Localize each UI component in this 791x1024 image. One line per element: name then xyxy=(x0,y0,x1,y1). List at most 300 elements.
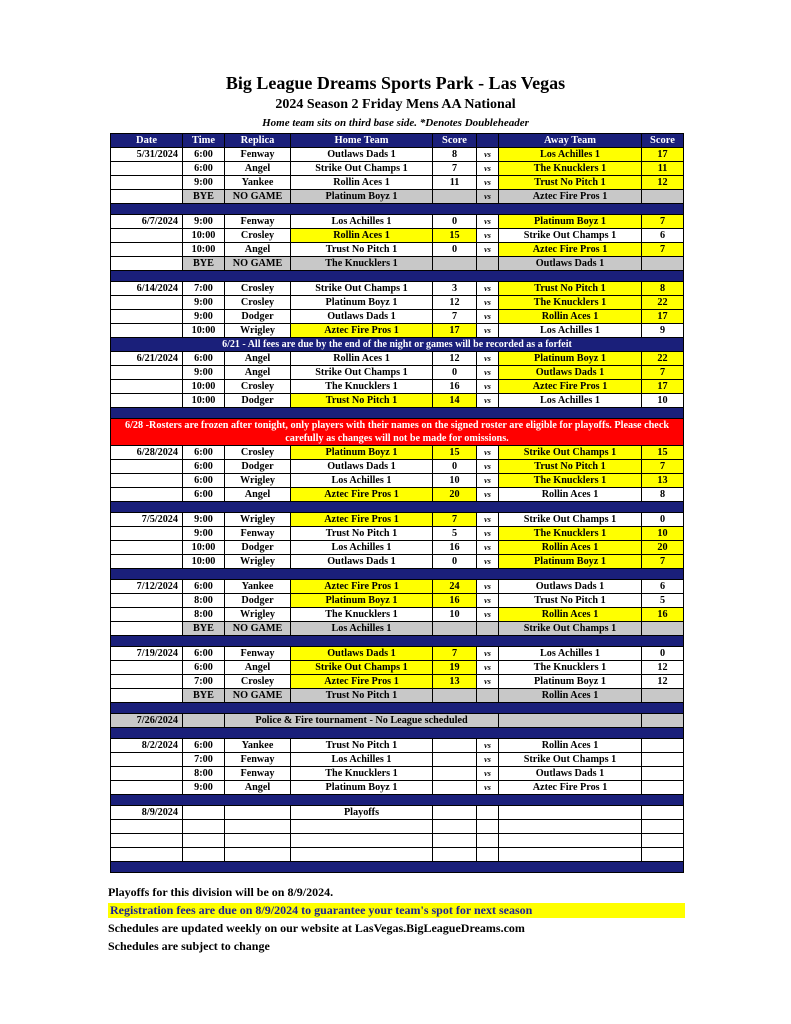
home-score-cell xyxy=(433,781,477,795)
away-score-cell xyxy=(642,848,684,862)
time-cell: 6:00 xyxy=(183,148,225,162)
date-cell: 6/14/2024 xyxy=(111,282,183,296)
week-separator xyxy=(111,569,684,580)
replica-cell: Wrigley xyxy=(225,474,291,488)
date-cell xyxy=(111,474,183,488)
date-cell xyxy=(111,162,183,176)
page-subtitle: 2024 Season 2 Friday Mens AA National xyxy=(275,97,516,112)
date-cell xyxy=(111,366,183,380)
home-score-cell: 14 xyxy=(433,394,477,408)
home-team-cell: Los Achilles 1 xyxy=(291,622,433,636)
replica-cell: Dodger xyxy=(225,541,291,555)
time-cell: 8:00 xyxy=(183,608,225,622)
away-team-cell: Outlaws Dads 1 xyxy=(499,580,642,594)
vs-cell: vs xyxy=(477,555,499,569)
home-score-cell: 17 xyxy=(433,324,477,338)
separator-cell xyxy=(111,408,684,419)
date-cell xyxy=(111,541,183,555)
home-team-cell: Platinum Boyz 1 xyxy=(291,594,433,608)
away-score-cell: 7 xyxy=(642,215,684,229)
game-row xyxy=(111,806,684,820)
home-score-cell: 10 xyxy=(433,474,477,488)
header-home-score: Score xyxy=(433,134,477,148)
away-team-cell xyxy=(499,848,642,862)
vs-cell: vs xyxy=(477,739,499,753)
game-row xyxy=(111,446,684,460)
replica-cell xyxy=(225,848,291,862)
game-row xyxy=(111,820,684,834)
home-team-cell xyxy=(291,820,433,834)
game-row xyxy=(111,380,684,394)
vs-cell: vs xyxy=(477,767,499,781)
away-team-cell: Platinum Boyz 1 xyxy=(499,675,642,689)
time-cell xyxy=(183,820,225,834)
replica-cell: Fenway xyxy=(225,527,291,541)
away-team-cell: Rollin Aces 1 xyxy=(499,739,642,753)
away-score-cell xyxy=(642,257,684,271)
away-score-cell: 7 xyxy=(642,460,684,474)
away-team-cell: Trust No Pitch 1 xyxy=(499,460,642,474)
replica-cell: Fenway xyxy=(225,647,291,661)
game-row xyxy=(111,647,684,661)
vs-cell: vs xyxy=(477,324,499,338)
game-row xyxy=(111,580,684,594)
home-team-cell: Trust No Pitch 1 xyxy=(291,739,433,753)
replica-cell: Crosley xyxy=(225,446,291,460)
away-score-cell xyxy=(642,739,684,753)
date-cell: 6/28/2024 xyxy=(111,446,183,460)
home-score-cell: 7 xyxy=(433,310,477,324)
home-score-cell: 24 xyxy=(433,580,477,594)
home-score-cell xyxy=(433,190,477,204)
week-separator xyxy=(111,502,684,513)
bye-row xyxy=(111,190,684,204)
separator-cell xyxy=(111,271,684,282)
home-score-cell: 0 xyxy=(433,243,477,257)
time-cell: 6:00 xyxy=(183,488,225,502)
date-cell xyxy=(111,848,183,862)
game-row xyxy=(111,848,684,862)
date-cell xyxy=(111,622,183,636)
away-team-cell: Rollin Aces 1 xyxy=(499,310,642,324)
date-cell: 6/21/2024 xyxy=(111,352,183,366)
time-cell: BYE xyxy=(183,257,225,271)
home-score-cell: 10 xyxy=(433,608,477,622)
home-team-cell: Platinum Boyz 1 xyxy=(291,781,433,795)
time-cell: 6:00 xyxy=(183,661,225,675)
replica-cell xyxy=(225,820,291,834)
game-row xyxy=(111,527,684,541)
vs-cell: vs xyxy=(477,594,499,608)
home-team-cell: Trust No Pitch 1 xyxy=(291,689,433,703)
replica-cell: Crosley xyxy=(225,282,291,296)
header-vs xyxy=(477,134,499,148)
away-score-cell: 6 xyxy=(642,229,684,243)
away-team-cell: Outlaws Dads 1 xyxy=(499,767,642,781)
game-row xyxy=(111,215,684,229)
away-score-cell xyxy=(642,753,684,767)
time-cell: 9:00 xyxy=(183,513,225,527)
home-score-cell: 16 xyxy=(433,541,477,555)
away-score-cell: 0 xyxy=(642,513,684,527)
time-cell: 10:00 xyxy=(183,555,225,569)
away-team-cell: The Knucklers 1 xyxy=(499,296,642,310)
home-score-cell: 5 xyxy=(433,527,477,541)
week-separator xyxy=(111,795,684,806)
replica-cell: NO GAME xyxy=(225,622,291,636)
separator-cell xyxy=(111,795,684,806)
playoffs-note: Playoffs for this division will be on 8/9/2024. xyxy=(108,885,334,899)
vs-cell xyxy=(477,820,499,834)
game-row xyxy=(111,488,684,502)
game-row xyxy=(111,460,684,474)
week-separator xyxy=(111,408,684,419)
date-cell xyxy=(111,675,183,689)
away-team-cell: Platinum Boyz 1 xyxy=(499,215,642,229)
tournament-row xyxy=(111,714,684,728)
away-team-cell: The Knucklers 1 xyxy=(499,162,642,176)
away-team-cell: Outlaws Dads 1 xyxy=(499,366,642,380)
home-score-cell xyxy=(433,806,477,820)
home-score-cell: 7 xyxy=(433,513,477,527)
home-team-cell: The Knucklers 1 xyxy=(291,767,433,781)
date-cell xyxy=(111,753,183,767)
home-team-cell: Los Achilles 1 xyxy=(291,474,433,488)
vs-cell: vs xyxy=(477,243,499,257)
vs-cell: vs xyxy=(477,352,499,366)
vs-cell: vs xyxy=(477,148,499,162)
away-score-cell: 15 xyxy=(642,446,684,460)
roster-notice: 6/28 -Rosters are frozen after tonight, only players with their names on the signed roster are eligible for playoffs. Please check carefully as changes will not be made for omissions. xyxy=(111,419,684,446)
away-team-cell: Strike Out Champs 1 xyxy=(499,229,642,243)
bye-row xyxy=(111,622,684,636)
away-team-cell: The Knucklers 1 xyxy=(499,527,642,541)
header-away-score: Score xyxy=(642,134,684,148)
home-score-cell: 7 xyxy=(433,162,477,176)
header-home-team: Home Team xyxy=(291,134,433,148)
away-score-cell: 10 xyxy=(642,394,684,408)
game-row xyxy=(111,608,684,622)
header-replica: Replica xyxy=(225,134,291,148)
away-team-cell: Trust No Pitch 1 xyxy=(499,282,642,296)
away-team-cell: Rollin Aces 1 xyxy=(499,689,642,703)
time-cell: 6:00 xyxy=(183,739,225,753)
away-team-cell: Rollin Aces 1 xyxy=(499,488,642,502)
vs-cell: vs xyxy=(477,446,499,460)
away-score-cell: 20 xyxy=(642,541,684,555)
away-score-cell: 12 xyxy=(642,176,684,190)
vs-cell: vs xyxy=(477,162,499,176)
replica-cell: Wrigley xyxy=(225,513,291,527)
date-cell xyxy=(111,555,183,569)
away-score-cell: 7 xyxy=(642,366,684,380)
vs-cell xyxy=(477,257,499,271)
change-note: Schedules are subject to change xyxy=(108,939,270,953)
home-team-cell: Platinum Boyz 1 xyxy=(291,446,433,460)
away-score-cell: 9 xyxy=(642,324,684,338)
away-team-cell: Los Achilles 1 xyxy=(499,324,642,338)
separator-cell xyxy=(111,204,684,215)
time-cell: 9:00 xyxy=(183,296,225,310)
header-away-team: Away Team xyxy=(499,134,642,148)
away-team-cell: Aztec Fire Pros 1 xyxy=(499,243,642,257)
home-score-cell: 19 xyxy=(433,661,477,675)
home-score-cell: 0 xyxy=(433,215,477,229)
schedule-body xyxy=(111,134,684,873)
away-team-cell: Platinum Boyz 1 xyxy=(499,555,642,569)
replica-cell: Angel xyxy=(225,781,291,795)
time-cell: 10:00 xyxy=(183,541,225,555)
home-team-cell: Aztec Fire Pros 1 xyxy=(291,488,433,502)
home-score-cell xyxy=(433,753,477,767)
away-team-cell: Rollin Aces 1 xyxy=(499,541,642,555)
game-row xyxy=(111,394,684,408)
away-team-cell: Strike Out Champs 1 xyxy=(499,513,642,527)
away-score-cell xyxy=(642,781,684,795)
time-cell: 9:00 xyxy=(183,527,225,541)
header-row xyxy=(111,134,684,148)
away-score-cell xyxy=(642,714,684,728)
date-cell xyxy=(111,767,183,781)
game-row xyxy=(111,282,684,296)
replica-cell: Dodger xyxy=(225,310,291,324)
time-cell: 7:00 xyxy=(183,282,225,296)
date-cell xyxy=(111,527,183,541)
date-cell xyxy=(111,394,183,408)
home-team-cell: Los Achilles 1 xyxy=(291,541,433,555)
home-team-cell: Rollin Aces 1 xyxy=(291,352,433,366)
home-team-note: Home team sits on third base side. *Denotes Doubleheader xyxy=(262,117,529,129)
replica-cell: Angel xyxy=(225,243,291,257)
home-team-cell: Rollin Aces 1 xyxy=(291,176,433,190)
game-row xyxy=(111,834,684,848)
game-row xyxy=(111,324,684,338)
time-cell: 8:00 xyxy=(183,594,225,608)
home-team-cell: Aztec Fire Pros 1 xyxy=(291,580,433,594)
replica-cell xyxy=(225,834,291,848)
home-score-cell xyxy=(433,834,477,848)
away-team-cell: Aztec Fire Pros 1 xyxy=(499,190,642,204)
home-score-cell: 15 xyxy=(433,229,477,243)
away-team-cell: Trust No Pitch 1 xyxy=(499,176,642,190)
game-row xyxy=(111,162,684,176)
time-cell: 8:00 xyxy=(183,767,225,781)
home-team-cell: Aztec Fire Pros 1 xyxy=(291,324,433,338)
time-cell: BYE xyxy=(183,622,225,636)
date-cell: 5/31/2024 xyxy=(111,148,183,162)
date-cell xyxy=(111,229,183,243)
away-score-cell: 11 xyxy=(642,162,684,176)
time-cell: 9:00 xyxy=(183,176,225,190)
date-cell xyxy=(111,190,183,204)
vs-cell: vs xyxy=(477,781,499,795)
replica-cell: Dodger xyxy=(225,594,291,608)
time-cell xyxy=(183,848,225,862)
time-cell: 6:00 xyxy=(183,352,225,366)
away-score-cell: 22 xyxy=(642,296,684,310)
game-row xyxy=(111,767,684,781)
away-score-cell xyxy=(642,190,684,204)
time-cell xyxy=(183,806,225,820)
replica-cell: NO GAME xyxy=(225,689,291,703)
home-score-cell xyxy=(433,257,477,271)
away-team-cell: Los Achilles 1 xyxy=(499,394,642,408)
game-row xyxy=(111,474,684,488)
home-score-cell: 0 xyxy=(433,366,477,380)
home-score-cell xyxy=(433,820,477,834)
date-cell xyxy=(111,689,183,703)
home-score-cell: 15 xyxy=(433,446,477,460)
home-score-cell: 8 xyxy=(433,148,477,162)
roster-notice-row xyxy=(111,419,684,446)
game-row xyxy=(111,555,684,569)
vs-cell xyxy=(477,622,499,636)
home-team-cell: Platinum Boyz 1 xyxy=(291,296,433,310)
vs-cell: vs xyxy=(477,675,499,689)
home-team-cell: Outlaws Dads 1 xyxy=(291,148,433,162)
date-cell xyxy=(111,460,183,474)
time-cell: 7:00 xyxy=(183,675,225,689)
game-row xyxy=(111,176,684,190)
away-team-cell: Strike Out Champs 1 xyxy=(499,622,642,636)
home-score-cell: 12 xyxy=(433,296,477,310)
website-note: Schedules are updated weekly on our website at LasVegas.BigLeagueDreams.com xyxy=(108,921,525,935)
game-row xyxy=(111,541,684,555)
time-cell: 9:00 xyxy=(183,310,225,324)
home-score-cell: 3 xyxy=(433,282,477,296)
separator-cell xyxy=(111,728,684,739)
away-score-cell: 16 xyxy=(642,608,684,622)
game-row xyxy=(111,739,684,753)
away-score-cell xyxy=(642,806,684,820)
date-cell xyxy=(111,324,183,338)
vs-cell: vs xyxy=(477,580,499,594)
away-team-cell: Platinum Boyz 1 xyxy=(499,352,642,366)
vs-cell xyxy=(477,834,499,848)
time-cell: 10:00 xyxy=(183,394,225,408)
home-team-cell: Los Achilles 1 xyxy=(291,753,433,767)
replica-cell: Crosley xyxy=(225,380,291,394)
away-team-cell: Trust No Pitch 1 xyxy=(499,594,642,608)
replica-cell: Yankee xyxy=(225,739,291,753)
time-cell: 10:00 xyxy=(183,324,225,338)
time-cell: 7:00 xyxy=(183,753,225,767)
vs-cell: vs xyxy=(477,474,499,488)
time-cell: 6:00 xyxy=(183,647,225,661)
home-team-cell: Aztec Fire Pros 1 xyxy=(291,675,433,689)
time-cell: 10:00 xyxy=(183,229,225,243)
away-team-cell xyxy=(499,820,642,834)
away-score-cell: 10 xyxy=(642,527,684,541)
away-team-cell: The Knucklers 1 xyxy=(499,661,642,675)
home-score-cell: 16 xyxy=(433,380,477,394)
time-cell: 9:00 xyxy=(183,366,225,380)
home-score-cell: 0 xyxy=(433,460,477,474)
away-score-cell xyxy=(642,622,684,636)
separator-cell xyxy=(111,569,684,580)
time-cell: BYE xyxy=(183,190,225,204)
week-separator xyxy=(111,862,684,873)
home-team-cell: Aztec Fire Pros 1 xyxy=(291,513,433,527)
game-row xyxy=(111,753,684,767)
away-team-cell: Aztec Fire Pros 1 xyxy=(499,781,642,795)
replica-cell: NO GAME xyxy=(225,257,291,271)
home-team-cell: Trust No Pitch 1 xyxy=(291,527,433,541)
vs-cell: vs xyxy=(477,310,499,324)
replica-cell: Crosley xyxy=(225,229,291,243)
replica-cell: Wrigley xyxy=(225,555,291,569)
vs-cell xyxy=(477,689,499,703)
date-cell xyxy=(111,488,183,502)
fee-notice-row xyxy=(111,338,684,352)
game-row xyxy=(111,661,684,675)
date-cell: 7/5/2024 xyxy=(111,513,183,527)
replica-cell: Yankee xyxy=(225,176,291,190)
week-separator xyxy=(111,204,684,215)
home-score-cell xyxy=(433,689,477,703)
time-cell: 9:00 xyxy=(183,215,225,229)
week-separator xyxy=(111,728,684,739)
home-team-cell: Strike Out Champs 1 xyxy=(291,661,433,675)
date-cell xyxy=(111,661,183,675)
fee-notice: 6/21 - All fees are due by the end of the night or games will be recorded as a forfeit xyxy=(111,338,684,352)
vs-cell: vs xyxy=(477,190,499,204)
header-date: Date xyxy=(111,134,183,148)
home-score-cell xyxy=(433,848,477,862)
replica-cell: Crosley xyxy=(225,675,291,689)
vs-cell: vs xyxy=(477,296,499,310)
time-cell: 9:00 xyxy=(183,781,225,795)
time-cell: 6:00 xyxy=(183,580,225,594)
away-score-cell: 13 xyxy=(642,474,684,488)
replica-cell: Fenway xyxy=(225,215,291,229)
replica-cell: Wrigley xyxy=(225,608,291,622)
date-cell xyxy=(111,380,183,394)
registration-note: Registration fees are due on 8/9/2024 to guarantee your team's spot for next season xyxy=(108,903,685,918)
home-score-cell: 12 xyxy=(433,352,477,366)
home-team-cell: Trust No Pitch 1 xyxy=(291,243,433,257)
home-score-cell: 7 xyxy=(433,647,477,661)
away-score-cell: 5 xyxy=(642,594,684,608)
bye-row xyxy=(111,257,684,271)
game-row xyxy=(111,594,684,608)
away-score-cell: 12 xyxy=(642,661,684,675)
date-cell xyxy=(111,608,183,622)
time-cell: 6:00 xyxy=(183,446,225,460)
away-score-cell: 8 xyxy=(642,282,684,296)
replica-cell: Angel xyxy=(225,661,291,675)
replica-cell: Fenway xyxy=(225,753,291,767)
home-team-cell xyxy=(291,848,433,862)
away-score-cell: 17 xyxy=(642,148,684,162)
replica-cell: Angel xyxy=(225,162,291,176)
away-team-cell xyxy=(499,714,642,728)
away-team-cell: Outlaws Dads 1 xyxy=(499,257,642,271)
replica-cell: Angel xyxy=(225,366,291,380)
date-cell: 8/2/2024 xyxy=(111,739,183,753)
away-score-cell: 7 xyxy=(642,243,684,257)
home-score-cell: 0 xyxy=(433,555,477,569)
away-score-cell: 17 xyxy=(642,310,684,324)
home-score-cell: 11 xyxy=(433,176,477,190)
separator-cell xyxy=(111,862,684,873)
home-team-cell: Outlaws Dads 1 xyxy=(291,647,433,661)
away-score-cell: 8 xyxy=(642,488,684,502)
home-team-cell: Outlaws Dads 1 xyxy=(291,310,433,324)
away-team-cell xyxy=(499,834,642,848)
home-team-cell: Strike Out Champs 1 xyxy=(291,366,433,380)
game-row xyxy=(111,352,684,366)
